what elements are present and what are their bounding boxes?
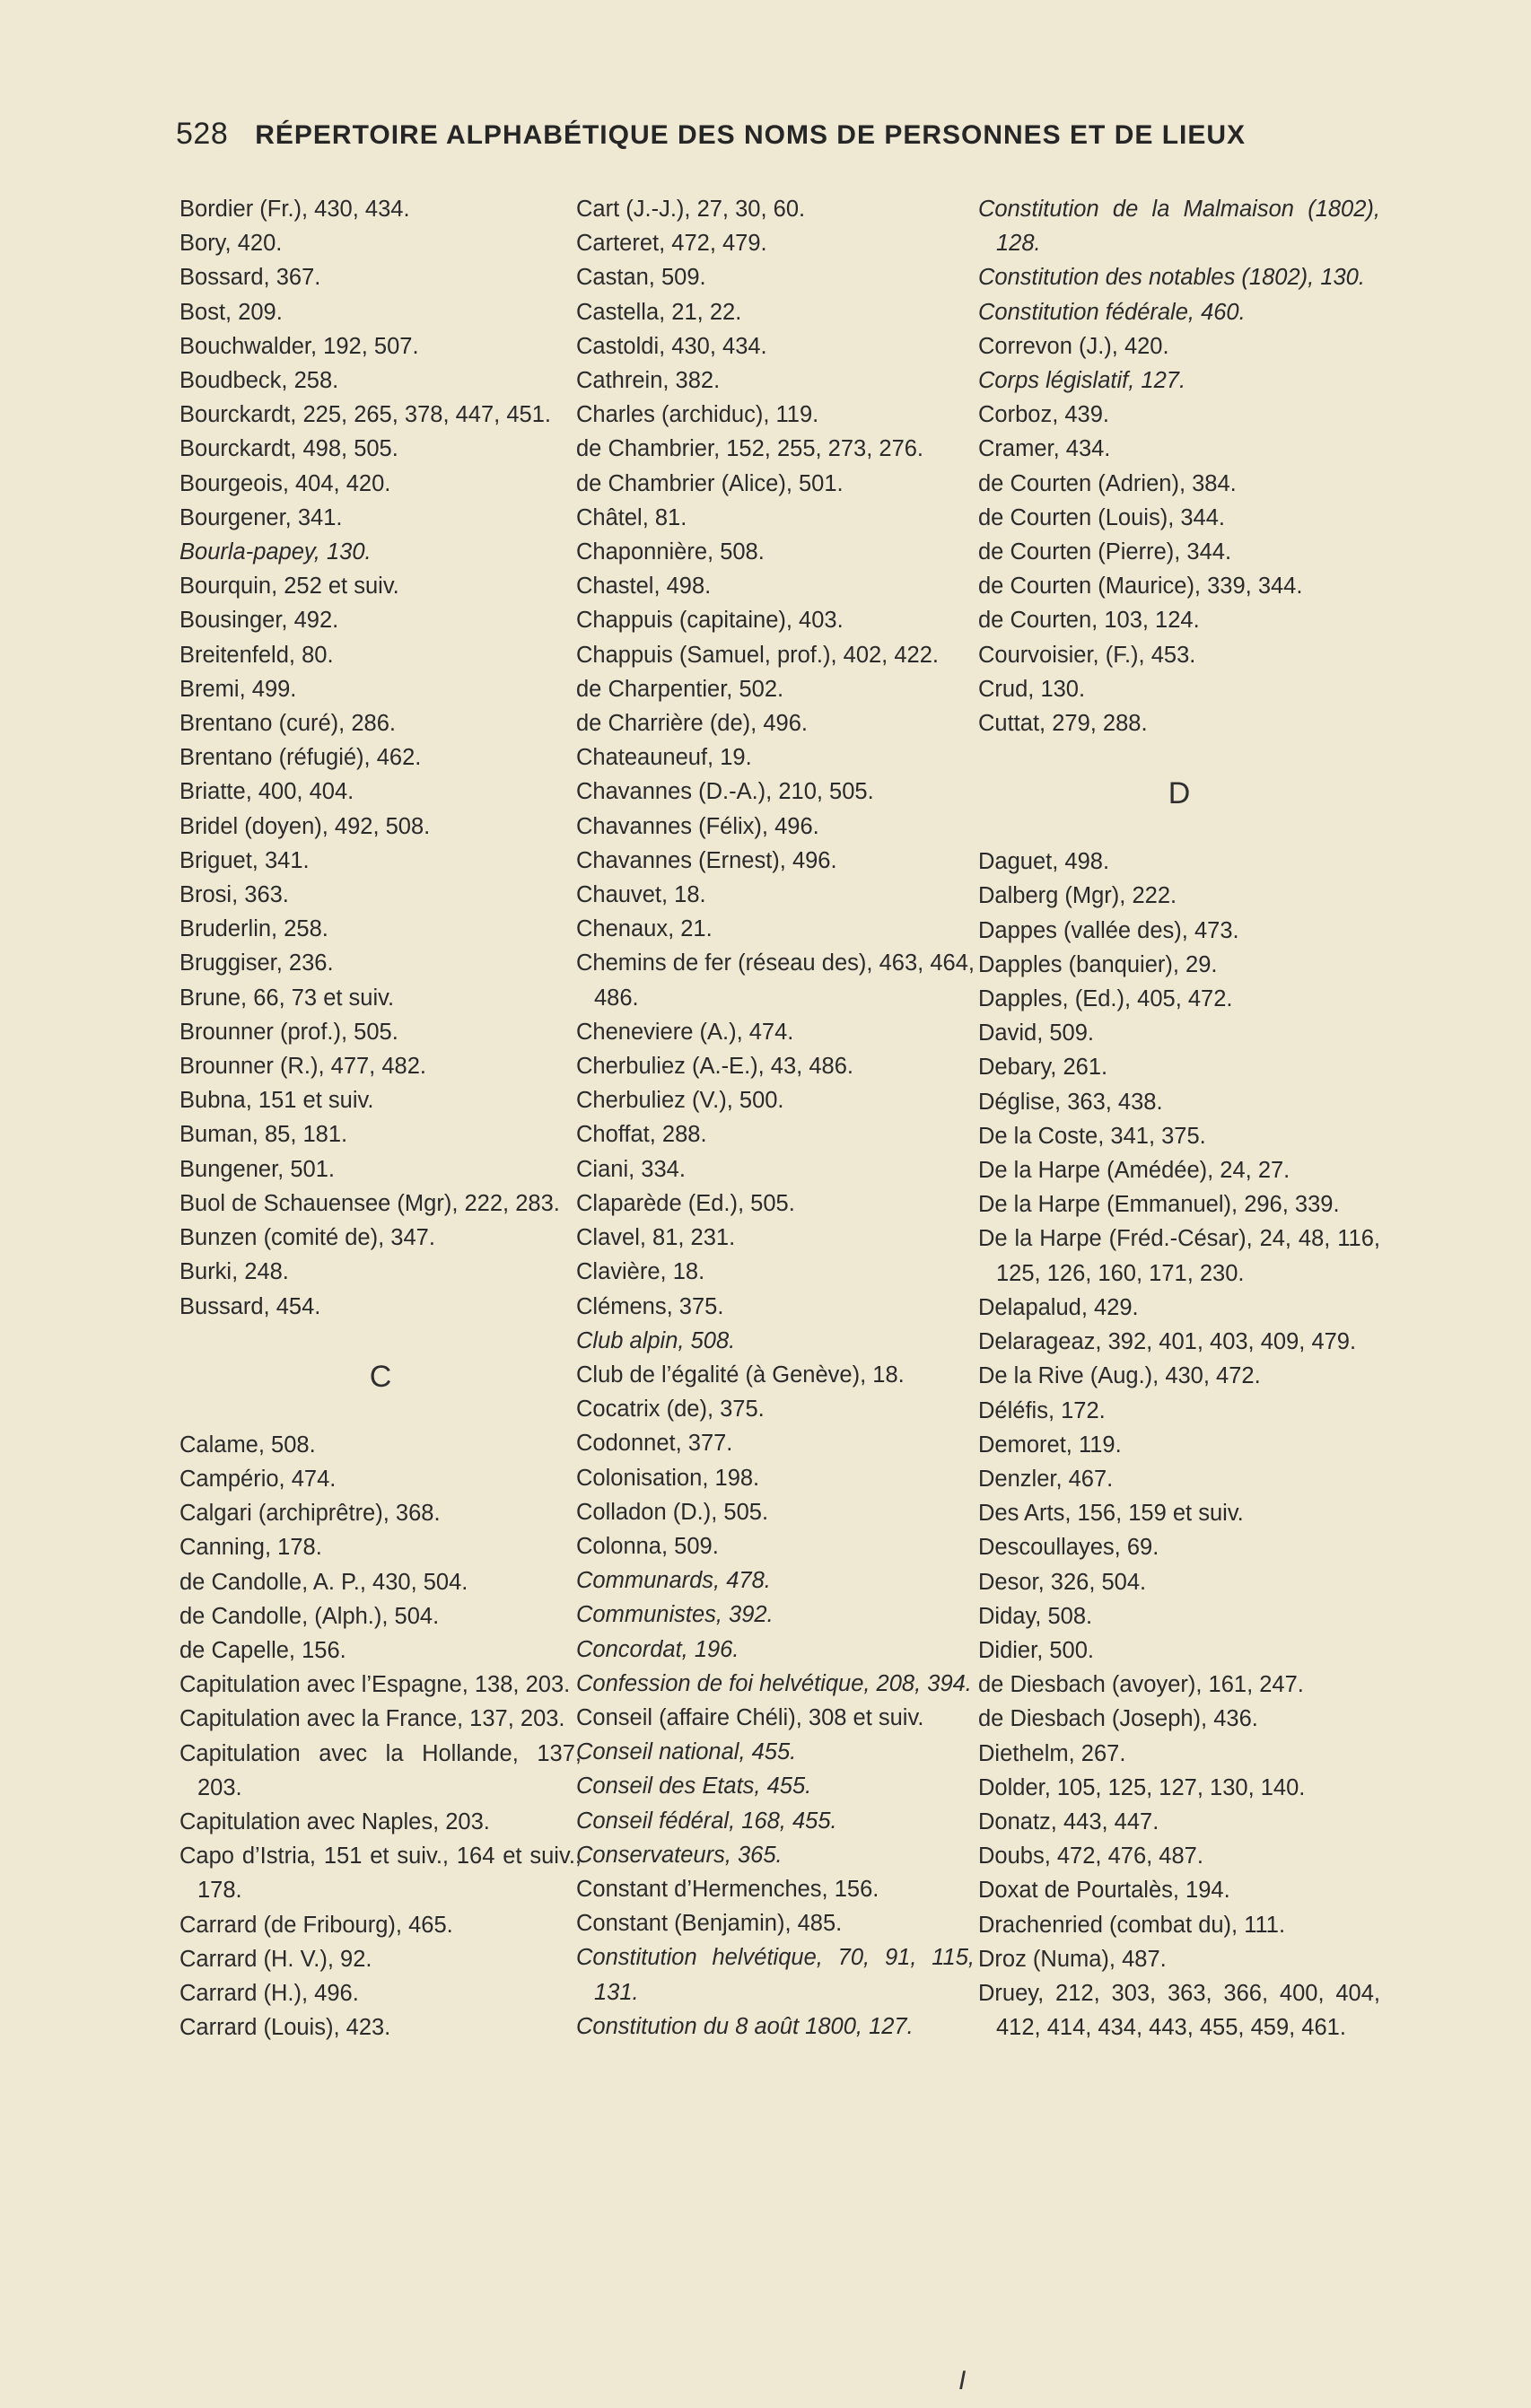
index-entry: Chaponnière, 508. <box>576 539 765 565</box>
index-columns <box>179 192 1382 2045</box>
index-entry: Dalberg (Mgr), 222. <box>978 883 1177 909</box>
section-letter: D <box>1168 776 1191 811</box>
index-entry: Bruderlin, 258. <box>179 916 328 942</box>
index-entry: Brune, 66, 73 et suiv. <box>179 985 395 1011</box>
printer-mark: I <box>958 2366 967 2395</box>
index-column-3 <box>978 192 1380 2045</box>
index-entry: Châtel, 81. <box>576 504 687 530</box>
index-entry: Corboz, 439. <box>978 402 1110 428</box>
index-entry: Déglise, 363, 438. <box>978 1089 1163 1115</box>
index-entry: Buol de Schauensee (Mgr), 222, 283. <box>179 1190 560 1216</box>
index-entry: Carrard (de Fribourg), 465. <box>179 1912 453 1938</box>
index-entry: Bubna, 151 et suiv. <box>179 1088 374 1114</box>
index-entry: de Courten (Adrien), 384. <box>978 470 1237 496</box>
index-entry: de Courten (Pierre), 344. <box>978 539 1232 565</box>
index-entry: de Diesbach (avoyer), 161, 247. <box>978 1672 1304 1698</box>
page-number: 528 <box>176 117 229 151</box>
index-entry: Constitution de la Malmaison (1802), 128. <box>978 197 1380 257</box>
index-entry: Brentano (réfugié), 462. <box>179 745 422 771</box>
index-entry: Donatz, 443, 447. <box>978 1808 1159 1834</box>
index-entry: Ciani, 334. <box>576 1156 686 1182</box>
index-entry: Delapalud, 429. <box>978 1294 1139 1320</box>
index-entry: Brentano (curé), 286. <box>179 711 396 737</box>
index-entry: Concordat, 196. <box>576 1636 739 1662</box>
index-entry: Campério, 474. <box>179 1466 337 1492</box>
index-entry: Bory, 420. <box>179 231 283 257</box>
index-entry: Denzler, 467. <box>978 1466 1114 1492</box>
index-entry: Capitulation avec Naples, 203. <box>179 1808 490 1834</box>
index-entry: Chauvet, 18. <box>576 882 706 908</box>
index-entry: Doubs, 472, 476, 487. <box>978 1843 1203 1869</box>
index-entry: de Courten (Louis), 344. <box>978 504 1225 530</box>
index-entry: de Candolle, A. P., 430, 504. <box>179 1569 468 1595</box>
index-entry: Chemins de fer (réseau des), 463, 464, 486. <box>576 950 975 1011</box>
index-entry: Desor, 326, 504. <box>978 1569 1147 1595</box>
index-entry: Doxat de Pourtalès, 194. <box>978 1878 1230 1904</box>
index-entry: de Courten, 103, 124. <box>978 608 1200 634</box>
index-entry: De la Harpe (Emmanuel), 296, 339. <box>978 1192 1340 1218</box>
index-entry: Communistes, 392. <box>576 1602 774 1628</box>
index-entry: Conseil national, 455. <box>576 1739 797 1765</box>
index-entry: Bourgeois, 404, 420. <box>179 470 391 496</box>
index-entry: Brosi, 363. <box>179 882 289 908</box>
index-entry: Cherbuliez (V.), 500. <box>576 1088 784 1114</box>
index-entry: Choffat, 288. <box>576 1122 707 1148</box>
index-entry: Chappuis (capitaine), 403. <box>576 608 844 634</box>
page-header <box>176 117 1369 152</box>
index-entry: De la Harpe (Fréd.-César), 24, 48, 116, 125, 126, 160, 171, 230. <box>978 1226 1380 1286</box>
index-entry: Diethelm, 267. <box>978 1740 1126 1766</box>
index-entry: Delarageaz, 392, 401, 403, 409, 479. <box>978 1329 1357 1355</box>
index-entry: Constant d’Hermenches, 156. <box>576 1876 879 1902</box>
index-entry: Capitulation avec la Hollande, 137, 203. <box>179 1740 582 1800</box>
index-entry: Clémens, 375. <box>576 1293 724 1319</box>
index-entry: Cramer, 434. <box>978 436 1111 462</box>
index-entry: Cart (J.-J.), 27, 30, 60. <box>576 197 806 222</box>
index-entry: de Chambrier, 152, 255, 273, 276. <box>576 436 924 462</box>
section-letter: C <box>369 1359 392 1394</box>
index-entry: Dolder, 105, 125, 127, 130, 140. <box>978 1774 1306 1800</box>
running-title: RÉPERTOIRE ALPHABÉTIQUE DES NOMS DE PERSONNES ET DE LIEUX <box>255 120 1247 150</box>
index-entry: Cuttat, 279, 288. <box>978 711 1148 737</box>
index-entry: Clavière, 18. <box>576 1259 705 1285</box>
index-entry: Debary, 261. <box>978 1055 1108 1081</box>
index-entry: Club alpin, 508. <box>576 1327 736 1353</box>
index-entry: Druey, 212, 303, 363, 366, 400, 404, 412, 414, 434, 443, 455, 459, 461. <box>978 1980 1380 2041</box>
index-entry: Bost, 209. <box>179 299 283 325</box>
index-entry: Chappuis (Samuel, prof.), 402, 422. <box>576 642 939 668</box>
index-entry: Castella, 21, 22. <box>576 299 742 325</box>
index-entry: Chastel, 498. <box>576 574 712 600</box>
index-entry: Bordier (Fr.), 430, 434. <box>179 197 410 222</box>
index-entry: Boudbeck, 258. <box>179 368 339 394</box>
index-entry: Constitution des notables (1802), 130. <box>978 265 1365 291</box>
index-entry: Carteret, 472, 479. <box>576 231 767 257</box>
index-entry: Droz (Numa), 487. <box>978 1946 1167 1972</box>
index-entry: Bourquin, 252 et suiv. <box>179 574 399 600</box>
index-entry: Calgari (archiprêtre), 368. <box>179 1501 441 1527</box>
index-entry: Calame, 508. <box>179 1432 316 1458</box>
index-entry: Briguet, 341. <box>179 847 310 873</box>
index-entry: Bridel (doyen), 492, 508. <box>179 813 431 839</box>
index-column-2 <box>576 192 975 2045</box>
index-entry: Descoullayes, 69. <box>978 1535 1159 1561</box>
index-entry: Breitenfeld, 80. <box>179 642 334 668</box>
index-entry: Carrard (H. V.), 92. <box>179 1946 372 1972</box>
index-entry: Dapples (banquier), 29. <box>978 951 1218 977</box>
index-entry: Bunzen (comité de), 347. <box>179 1225 435 1251</box>
index-entry: Chenaux, 21. <box>576 916 713 942</box>
index-entry: Colladon (D.), 505. <box>576 1499 769 1525</box>
index-entry: Colonisation, 198. <box>576 1465 760 1491</box>
index-entry: Conservateurs, 365. <box>576 1842 783 1868</box>
index-entry: Constitution du 8 août 1800, 127. <box>576 2013 914 2039</box>
index-entry: Chateauneuf, 19. <box>576 745 752 771</box>
index-entry: David, 509. <box>978 1020 1094 1046</box>
index-entry: de Diesbach (Joseph), 436. <box>978 1706 1258 1732</box>
index-entry: Des Arts, 156, 159 et suiv. <box>978 1501 1244 1527</box>
index-entry: de Charpentier, 502. <box>576 676 784 702</box>
index-entry: Bremi, 499. <box>179 676 297 702</box>
index-column-1 <box>179 192 582 2045</box>
index-entry: Dappes (vallée des), 473. <box>978 917 1239 943</box>
index-entry: Codonnet, 377. <box>576 1431 733 1457</box>
index-entry: Bourckardt, 498, 505. <box>179 436 398 462</box>
index-entry: Chavannes (D.-A.), 210, 505. <box>576 779 874 805</box>
index-entry: Conseil (affaire Chéli), 308 et suiv. <box>576 1704 924 1730</box>
index-entry: Bouchwalder, 192, 507. <box>179 333 419 359</box>
index-entry: de Courten (Maurice), 339, 344. <box>978 574 1303 600</box>
index-entry: Brounner (prof.), 505. <box>179 1019 398 1045</box>
index-entry: Bossard, 367. <box>179 265 321 291</box>
index-entry: Bourgener, 341. <box>179 504 343 530</box>
index-entry: Conseil des Etats, 455. <box>576 1773 812 1799</box>
index-entry: De la Coste, 341, 375. <box>978 1123 1206 1149</box>
index-entry: de Chambrier (Alice), 501. <box>576 470 844 496</box>
index-entry: de Candolle, (Alph.), 504. <box>179 1603 440 1629</box>
index-entry: Briatte, 400, 404. <box>179 779 354 805</box>
index-entry: Déléfis, 172. <box>978 1397 1106 1423</box>
index-entry: Capitulation avec l’Espagne, 138, 203. <box>179 1672 571 1698</box>
index-entry: Bussard, 454. <box>179 1293 321 1319</box>
index-entry: Chavannes (Félix), 496. <box>576 813 819 839</box>
index-entry: Constitution fédérale, 460. <box>978 299 1246 325</box>
index-entry: Cocatrix (de), 375. <box>576 1397 765 1423</box>
index-entry: Carrard (H.), 496. <box>179 1980 359 2006</box>
index-entry: Claparède (Ed.), 505. <box>576 1190 795 1216</box>
index-entry: Capitulation avec la France, 137, 203. <box>179 1706 565 1732</box>
index-entry: de Charrière (de), 496. <box>576 711 808 737</box>
index-entry: Corps législatif, 127. <box>978 368 1186 394</box>
index-entry: Bourla-papey, 130. <box>179 539 372 565</box>
index-entry: Carrard (Louis), 423. <box>179 2015 391 2041</box>
index-entry: Castoldi, 430, 434. <box>576 333 767 359</box>
index-entry: Colonna, 509. <box>576 1533 719 1559</box>
index-entry: Diday, 508. <box>978 1603 1093 1629</box>
index-entry: Buman, 85, 181. <box>179 1122 348 1148</box>
index-entry: Constitution helvétique, 70, 91, 115, 131. <box>576 1945 975 2005</box>
index-entry: Cathrein, 382. <box>576 368 721 394</box>
index-entry: Didier, 500. <box>978 1637 1094 1663</box>
index-entry: Correvon (J.), 420. <box>978 333 1169 359</box>
index-entry: Cheneviere (A.), 474. <box>576 1019 794 1045</box>
index-entry: Castan, 509. <box>576 265 706 291</box>
index-entry: Bourckardt, 225, 265, 378, 447, 451. <box>179 402 551 428</box>
index-entry: Bruggiser, 236. <box>179 950 334 976</box>
index-entry: Chavannes (Ernest), 496. <box>576 847 837 873</box>
index-entry: Capo d’Istria, 151 et suiv., 164 et suiv., 178. <box>179 1843 582 1904</box>
index-entry: Club de l’égalité (à Genève), 18. <box>576 1362 905 1388</box>
index-entry: Canning, 178. <box>179 1535 322 1561</box>
index-entry: Clavel, 81, 231. <box>576 1225 736 1251</box>
index-entry: Cherbuliez (A.-E.), 43, 486. <box>576 1054 853 1080</box>
index-entry: Communards, 478. <box>576 1568 771 1594</box>
index-entry: De la Rive (Aug.), 430, 472. <box>978 1363 1261 1389</box>
index-entry: Courvoisier, (F.), 453. <box>978 642 1196 668</box>
index-entry: Brounner (R.), 477, 482. <box>179 1054 426 1080</box>
index-entry: Demoret, 119. <box>978 1432 1122 1458</box>
index-entry: Conseil fédéral, 168, 455. <box>576 1808 837 1834</box>
index-entry: Charles (archiduc), 119. <box>576 402 819 428</box>
index-entry: Burki, 248. <box>179 1259 289 1285</box>
index-entry: Drachenried (combat du), 111. <box>978 1912 1286 1938</box>
index-entry: Crud, 130. <box>978 676 1086 702</box>
index-entry: Dapples, (Ed.), 405, 472. <box>978 986 1233 1012</box>
index-entry: Confession de foi helvétique, 208, 394. <box>576 1670 972 1696</box>
index-entry: Bousinger, 492. <box>179 608 339 634</box>
index-entry: Daguet, 498. <box>978 849 1110 875</box>
index-entry: de Capelle, 156. <box>179 1637 346 1663</box>
index-entry: Bungener, 501. <box>179 1156 335 1182</box>
index-entry: De la Harpe (Amédée), 24, 27. <box>978 1158 1290 1184</box>
index-entry: Constant (Benjamin), 485. <box>576 1911 843 1937</box>
